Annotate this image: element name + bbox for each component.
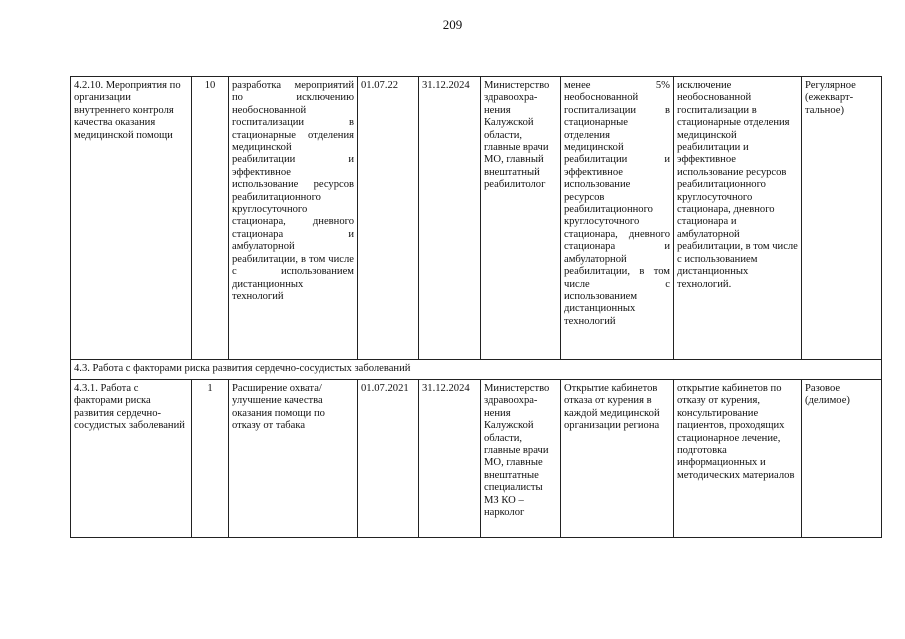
section-heading: 4.3. Работа с факторами риска развития сердечно-сосудистых заболеваний	[71, 360, 882, 380]
measures-table	[70, 76, 882, 538]
measure-responsible: Министерство здравоохра- нения Калужской области, главные врачи МО, главные внештатные специалисты МЗ КО – нарколог	[481, 380, 561, 538]
measure-number: 10	[192, 77, 229, 360]
measure-number: 1	[192, 380, 229, 538]
section-row	[71, 360, 882, 380]
measure-result: исключение необоснованной госпитализации в стационарные отделения медицинской реабилитации и эффективное использование ресурсов реабилитационного круглосуточного стационара, дневного стационара и амбулаторной реабилитации, в том числе с использованием дистанционных технологий.	[674, 77, 802, 360]
measure-activity: Расширение охвата/улучшение качества оказания помощи по отказу от табака	[229, 380, 358, 538]
measure-end-date: 31.12.2024	[419, 77, 481, 360]
measure-periodicity: Разовое (делимое)	[802, 380, 882, 538]
measure-code-name: 4.2.10. Мероприятия по организации внутреннего контроля качества оказания медицинской помощи	[71, 77, 192, 360]
measure-responsible: Министерство здравоохра- нения Калужской области, главные врачи МО, главный внештатный реабилитолог	[481, 77, 561, 360]
table-row	[71, 77, 882, 360]
measure-periodicity: Регулярное (ежекварт- тальное)	[802, 77, 882, 360]
measure-end-date: 31.12.2024	[419, 380, 481, 538]
measure-indicator: менее 5% необоснованной госпитализации в стационарные отделения медицинской реабилитации и эффективное использование ресурсов реабилитационного круглосуточного стационара, дневного стационара и амбулаторной реабилитации, в том числе с использованием дистанционных технологий	[561, 77, 674, 360]
measure-activity: разработка мероприятий по исключению необоснованной госпитализации в стационарные отделения медицинской реабилитации и эффективное использование ресурсов реабилитационного круглосуточного стационара, дневного стационара и амбулаторной реабилитации, в том числе с использованием дистанционных технологий	[229, 77, 358, 360]
measure-start-date: 01.07.22	[358, 77, 419, 360]
measure-indicator: Открытие кабинетов отказа от курения в каждой медицинской организации региона	[561, 380, 674, 538]
page-number: 209	[442, 17, 463, 32]
table-row	[71, 380, 882, 538]
measure-result: открытие кабинетов по отказу от курения, консультирование пациентов, проходящих стационарное лечение, подготовка информационных и методических материалов	[674, 380, 802, 538]
measure-start-date: 01.07.2021	[358, 380, 419, 538]
measure-code-name: 4.3.1. Работа с факторами риска развития сердечно-сосудистых заболеваний	[71, 380, 192, 538]
